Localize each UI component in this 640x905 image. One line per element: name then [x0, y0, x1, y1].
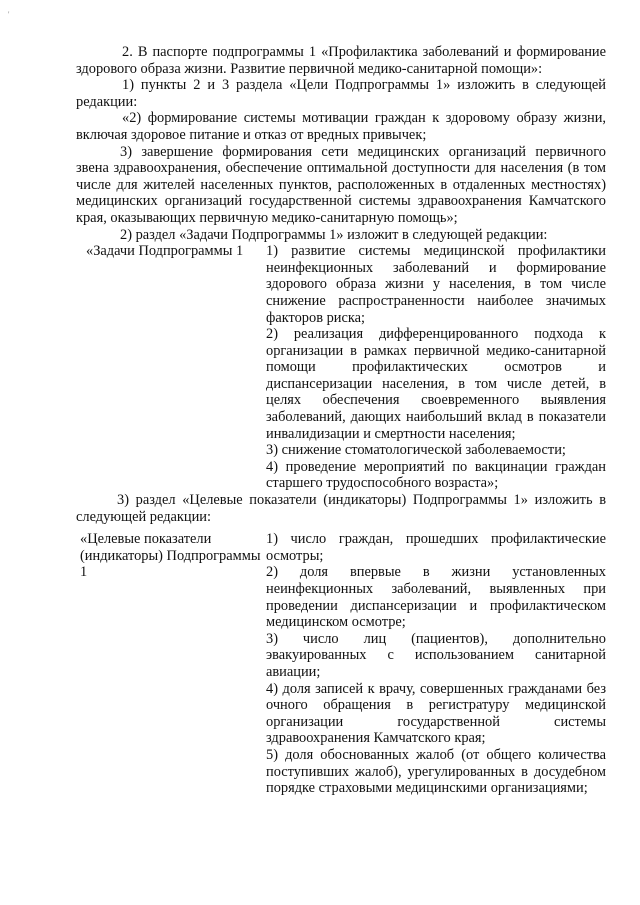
document-body — [76, 44, 606, 797]
goal-2-paragraph: «2) формирование системы мотивации граждан к здоровому образу жизни, включая здоровое питание и отказ от вредных привычек; — [76, 110, 606, 143]
indicator-item: 5) доля обоснованных жалоб (от общего количества поступивших жалоб), урегулированных в досудебном порядке страховыми медицинскими организациями; — [266, 746, 606, 797]
item-1-paragraph: 1) пункты 2 и 3 раздела «Цели Подпрограммы 1» изложить в следующей редакции: — [76, 77, 606, 110]
indicators-table — [76, 531, 606, 797]
tasks-table — [76, 243, 606, 492]
goal-3-paragraph: 3) завершение формирования сети медицинских организаций первичного звена здравоохранения, обеспечение оптимальной доступности для населения (в том числе для жителей населенных пунктов, расположенных в отдаленных местностях) медицинских организаций государственной системы здравоохранения Камчатского края, оказывающих первичную медико-санитарную помощь»; — [76, 143, 606, 226]
scan-mark: ' — [8, 10, 10, 19]
indicator-item: 2) доля впервые в жизни установленных неинфекционных заболеваний, выявленных при проведении диспансеризации и профилактическом медицинском осмотре; — [266, 564, 606, 631]
item-2-paragraph: 2) раздел «Задачи Подпрограммы 1» изложит в следующей редакции: — [120, 226, 548, 243]
tasks-label: «Задачи Подпрограммы 1 — [86, 243, 244, 260]
task-item: 1) развитие системы медицинской профилактики неинфекционных заболеваний и формирование здорового образа жизни у населения, в том числе снижение распространенности наиболее значимых факторов риска; — [266, 243, 606, 326]
indicators-list — [266, 531, 606, 797]
indicators-label: «Целевые показатели (индикаторы) Подпрограммы 1 — [80, 531, 261, 581]
tasks-list — [266, 243, 606, 492]
indicator-item: 1) число граждан, прошедших профилактические осмотры; — [266, 531, 606, 564]
indicator-item: 4) доля записей к врачу, совершенных гражданами без очного обращения в регистратуру медицинской организации государственной системы здравоохранения Камчатского края; — [266, 680, 606, 747]
task-item: 2) реализация дифференцированного подхода к организации в рамках первичной медико-санитарной помощи профилактических осмотров и диспансеризации населения, в том числе детей, в целях обеспечения своевременного выявления заболеваний, дающих наибольший вклад в показатели инвалидизации и смертности населения; — [266, 326, 606, 442]
task-item: 3) снижение стоматологической заболеваемости; — [266, 442, 566, 459]
task-item: 4) проведение мероприятий по вакцинации граждан старшего трудоспособного возраста»; — [266, 458, 606, 492]
item-3-paragraph: 3) раздел «Целевые показатели (индикаторы) Подпрограммы 1» изложить в следующей редакции: — [76, 492, 606, 525]
indicator-item: 3) число лиц (пациентов), дополнительно эвакуированных с использованием санитарной авиации; — [266, 630, 606, 680]
intro-paragraph: 2. В паспорте подпрограммы 1 «Профилактика заболеваний и формирование здорового образа жизни. Развитие первичной медико-санитарной помощи»: — [76, 44, 606, 77]
